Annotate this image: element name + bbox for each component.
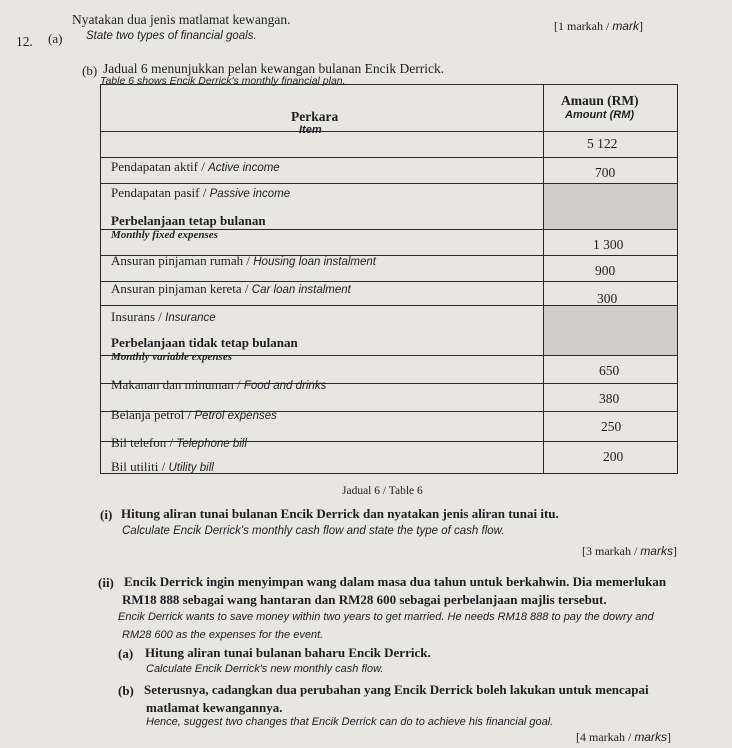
row-divider [101,305,677,306]
row-divider [101,157,677,158]
part-b-question-ms: Jadual 6 menunjukkan pelan kewangan bulanan Encik Derrick. [103,61,445,76]
q-i-marks: [3 markah / marks] [582,544,677,558]
row-variable-expenses-heading-en: Monthly variable expenses [111,351,232,363]
q-ii-a-label: (a) [118,646,134,661]
q-ii-b-label: (b) [118,683,134,698]
column-divider [543,85,544,473]
row-fixed-expenses-heading-en: Monthly fixed expenses [111,229,218,241]
row-variable-expenses-heading: Perbelanjaan tidak tetap bulanan [111,335,298,350]
header-amount-en: Amount (RM) [565,109,635,121]
part-b-question-en: Table 6 shows Encik Derrick's monthly financial plan. [100,75,346,87]
q-ii-ms-2: RM18 888 sebagai wang hantaran dan RM28 600 sebagai perbelanjaan majlis tersebut. [122,592,607,607]
row-food-drinks: Makanan dan minuman / Food and drinks [111,377,327,392]
value-insurance: 300 [597,291,618,306]
value-car-loan: 900 [595,263,616,278]
question-number: 12. [16,34,33,49]
header-item-en: Item [299,124,322,136]
q-ii-marks: [4 markah / marks] [576,730,671,744]
q-ii-a-ms: Hitung aliran tunai bulanan baharu Encik Derrick. [145,645,431,660]
value-food-drinks: 650 [599,363,620,378]
row-fixed-expenses-heading: Perbelanjaan tetap bulanan [111,213,266,228]
row-utility: Bil utiliti / Utility bill [111,459,214,474]
row-insurance: Insurans / Insurance [111,309,216,324]
part-a-label: (a) [48,31,63,46]
q-ii-b-ms-1: Seterusnya, cadangkan dua perubahan yang Encik Derrick boleh lakukan untuk mencapai [144,682,649,697]
row-active-income: Pendapatan aktif / Active income [111,159,280,174]
part-a-question-ms: Nyatakan dua jenis matlamat kewangan. [72,12,291,27]
shade-fixed-expenses [544,183,677,229]
value-active-income: 5 122 [587,136,618,151]
value-telephone: 250 [601,419,622,434]
q-i-label: (i) [100,507,113,522]
row-telephone: Bil telefon / Telephone bill [111,435,247,450]
part-b-label: (b) [82,63,98,78]
row-housing-loan: Ansuran pinjaman rumah / Housing loan instalment [111,253,376,268]
row-petrol: Belanja petrol / Petrol expenses [111,407,277,422]
financial-plan-table [100,84,678,474]
shade-variable-expenses [544,305,677,355]
part-a-marks: [1 markah / mark] [554,19,643,33]
q-ii-en-2: RM28 600 as the expenses for the event. [122,629,324,641]
q-ii-en-1: Encik Derrick wants to save money within two years to get married. He needs RM18 888 to pay the dowry and [118,611,654,623]
q-ii-label: (ii) [98,575,114,590]
value-utility: 200 [603,449,624,464]
q-i-ms: Hitung aliran tunai bulanan Encik Derrick dan nyatakan jenis aliran tunai itu. [121,506,559,521]
q-ii-ms-1: Encik Derrick ingin menyimpan wang dalam masa dua tahun untuk berkahwin. Dia memerlukan [124,574,667,589]
q-ii-b-ms-2: matlamat kewangannya. [146,700,283,715]
header-divider [101,131,677,132]
header-amount-ms: Amaun (RM) [561,93,639,108]
q-ii-a-en: Calculate Encik Derrick's new monthly cash flow. [146,663,384,675]
value-petrol: 380 [599,391,620,406]
value-housing-loan: 1 300 [593,237,624,252]
table-caption: Jadual 6 / Table 6 [342,485,423,497]
row-passive-income: Pendapatan pasif / Passive income [111,185,291,200]
row-divider [101,183,677,184]
header-item-ms: Perkara [291,109,339,124]
row-car-loan: Ansuran pinjaman kereta / Car loan instalment [111,281,351,296]
part-a-question-en: State two types of financial goals. [86,30,257,42]
q-ii-b-en: Hence, suggest two changes that Encik Derrick can do to achieve his financial goal. [146,716,554,728]
q-i-en: Calculate Encik Derrick's monthly cash flow and state the type of cash flow. [122,525,505,537]
value-passive-income: 700 [595,165,616,180]
